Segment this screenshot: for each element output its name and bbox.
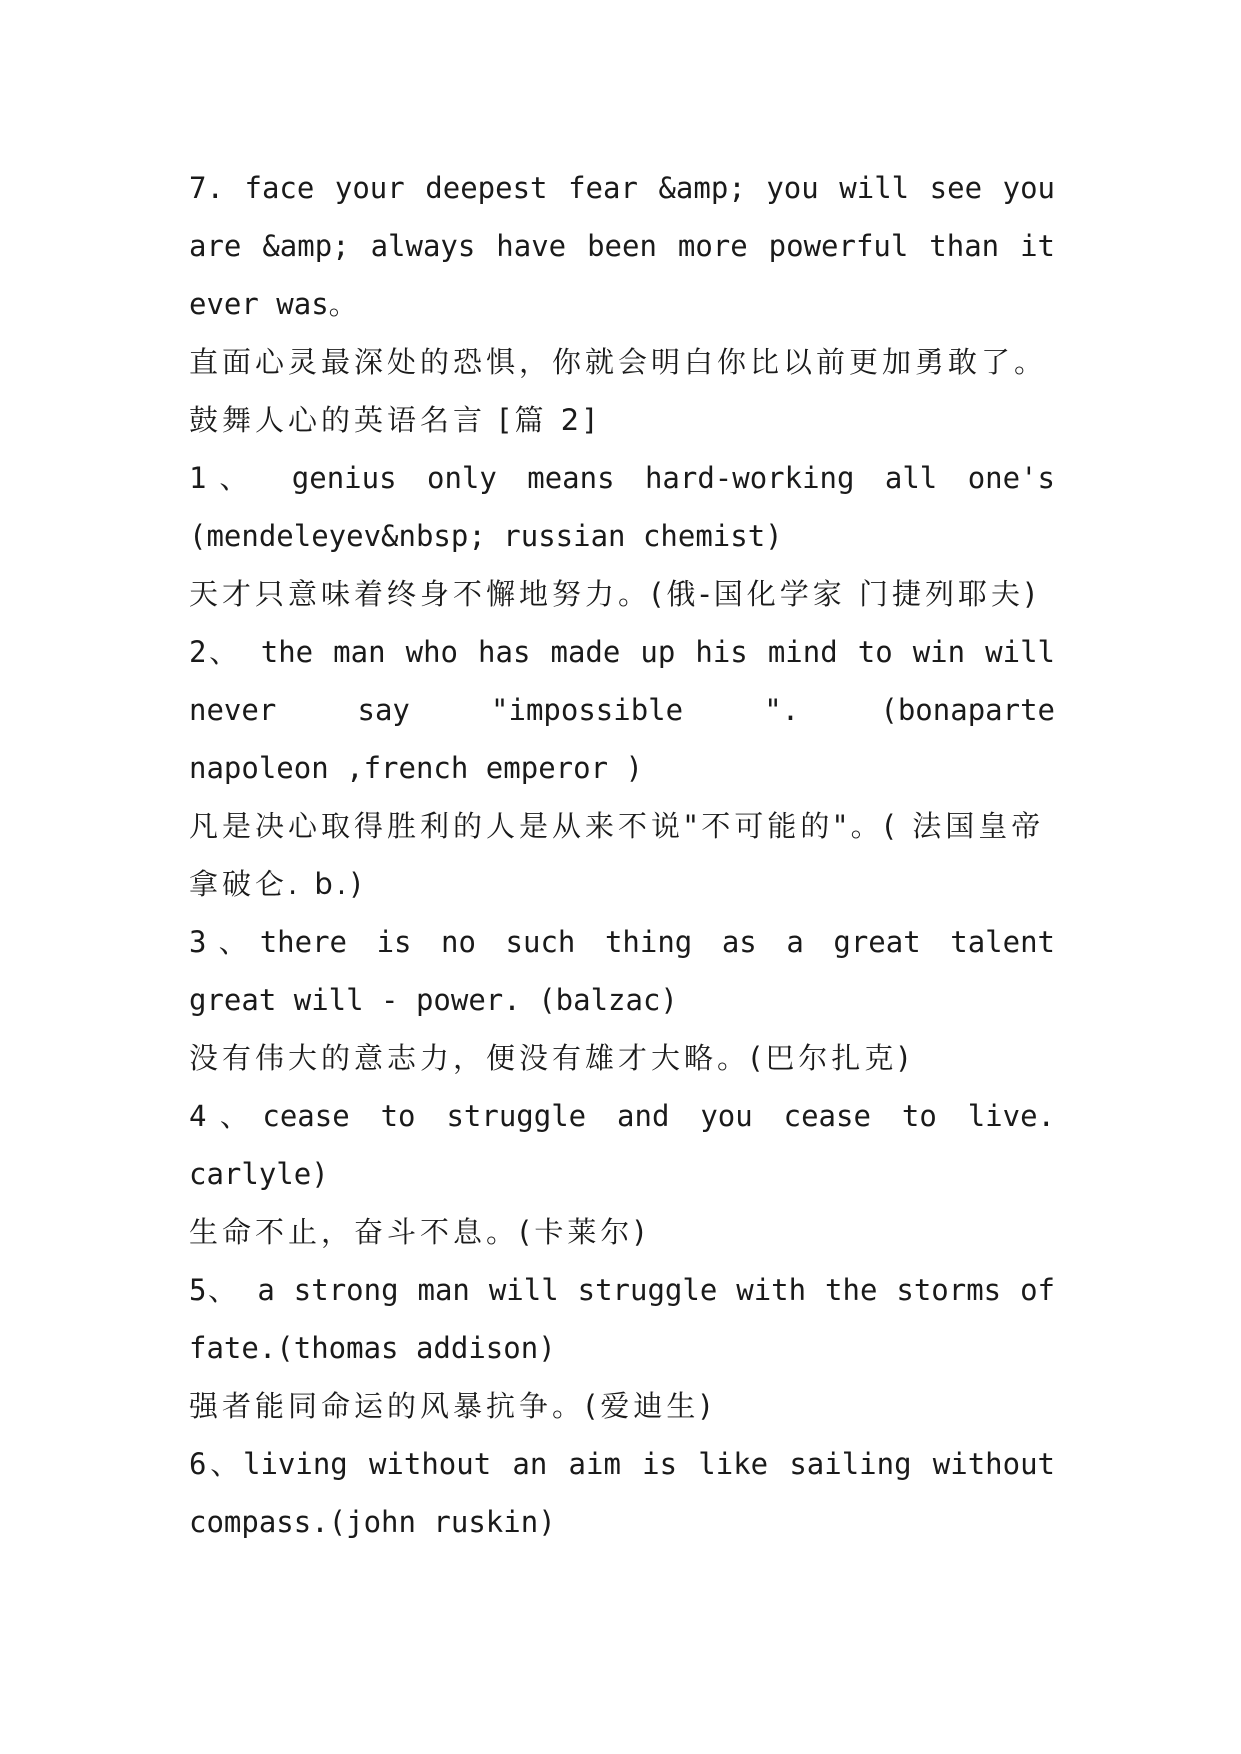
- chinese-text-line: 生命不止，奋斗不息。(卡莱尔): [189, 1215, 649, 1249]
- document-body: [189, 159, 1055, 1551]
- english-text-line: carlyle): [189, 1157, 329, 1191]
- chinese-text-line: 拿破仑. b.): [189, 867, 366, 901]
- english-text-line: compass.(john ruskin): [189, 1505, 556, 1539]
- english-text-line: 6、living without an aim is like sailing without: [189, 1447, 1055, 1481]
- english-text-line: fate.(thomas addison): [189, 1331, 556, 1365]
- chinese-text-line: 直面心灵最深处的恐惧，你就会明白你比以前更加勇敢了。: [189, 345, 1048, 379]
- english-text-line: great will - power. (balzac): [189, 983, 678, 1017]
- english-text-line: 1、 genius only means hard-working all one's: [189, 461, 1055, 495]
- chinese-text-line: 没有伟大的意志力，便没有雄才大略。(巴尔扎克): [189, 1041, 913, 1075]
- chinese-text-line: 强者能同命运的风暴抗争。(爱迪生): [189, 1389, 715, 1423]
- chinese-text-line: 天才只意味着终身不懈地努力。(俄-国化学家 门捷列耶夫): [189, 577, 1040, 611]
- english-text-line: 5、 a strong man will struggle with the storms of: [189, 1273, 1055, 1307]
- english-text-line: are &amp; always have been more powerful than it: [189, 229, 1055, 263]
- english-text-line: (mendeleyev&nbsp; russian chemist): [189, 519, 783, 553]
- chinese-text-line: 凡是决心取得胜利的人是从来不说"不可能的"。( 法国皇帝: [189, 809, 1045, 843]
- english-text-line: napoleon ,french emperor ): [189, 751, 643, 785]
- english-text-line: 4、cease to struggle and you cease to live.: [189, 1099, 1055, 1133]
- english-text-line: ever was。: [189, 287, 358, 321]
- english-text-line: 7. face your deepest fear &amp; you will see you: [189, 171, 1055, 205]
- english-text-line: 2、 the man who has made up his mind to win will: [189, 635, 1055, 669]
- english-text-line: never say "impossible ". (bonaparte: [189, 693, 1055, 727]
- english-text-line: 3、there is no such thing as a great talent: [189, 925, 1055, 959]
- chinese-text-line: 鼓舞人心的英语名言 [篇 2]: [189, 403, 599, 437]
